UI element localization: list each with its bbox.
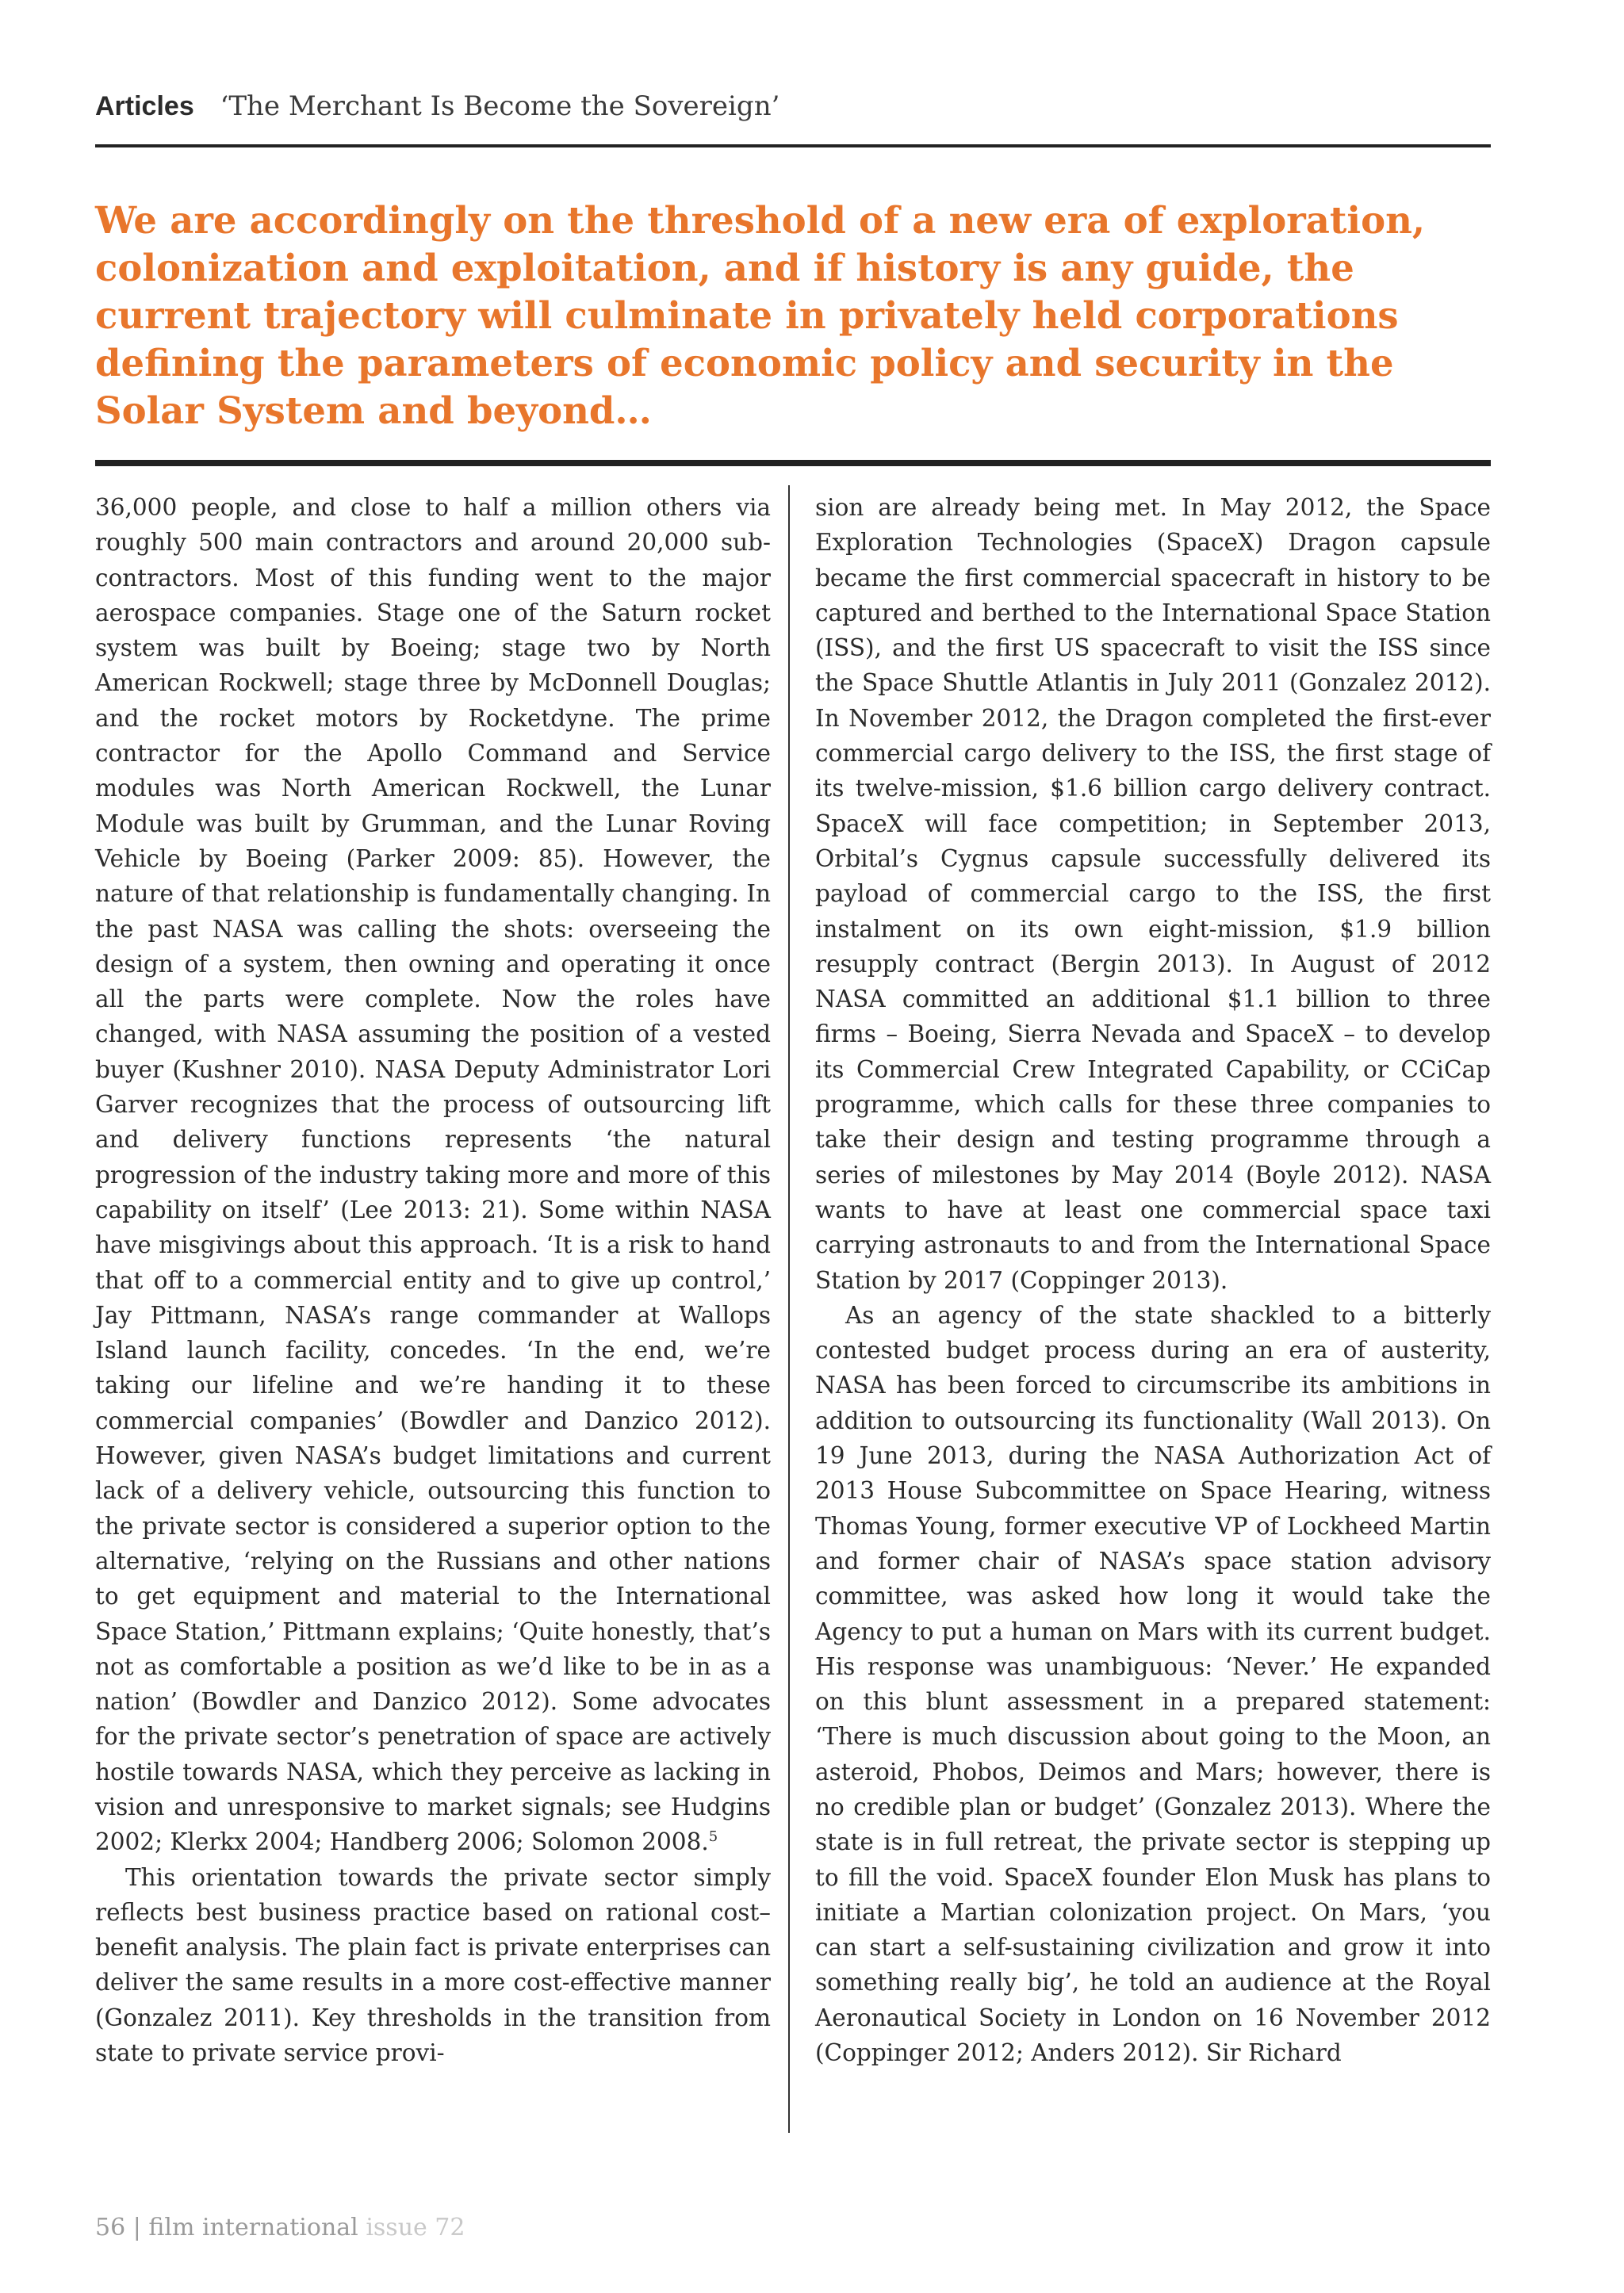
publication-name: film international — [148, 2214, 358, 2241]
paragraph-text: 36,000 people, and close to half a million others via roughly 500 main contractors and around 20,000 sub-contractors. Most of this funding went to the major aerospace companies. Stage one of the Saturn rocket system was built by Boeing; stage two by North American Rockwell; stage three by McDonnell Douglas; and the rocket motors by Rocketdyne. The prime contractor for the Apollo Command and Service modules was North American Rockwell, the Lunar Module was built by Grumman, and the Lunar Roving Vehicle by Boeing (Parker 2009: 85). However, the nature of that relationship is fundamentally changing. In the past NASA was calling the shots: overseeing the design of a system, then owning and operating it once all the parts were complete. Now the roles have changed, with NASA assuming the position of a vested buyer (Kushner 2010). NASA Deputy Administrator Lori Garver recognizes that the process of outsourcing lift and delivery functions represents ‘the natural progression of the industry taking more and more of this capability on itself’ (Lee 2013: 21). Some within NASA have misgivings about this approach. ‘It is a risk to hand that off to a commercial entity and to give up control,’ Jay Pittmann, NASA’s range commander at Wallops Island launch facility, concedes. ‘In the end, we’re taking our lifeline and we’re handing it to these commercial companies’ (Bowdler and Danzico 2012). However, given NASA’s budget limitations and current lack of a delivery vehicle, outsourcing this function to the private sector is considered a superior option to the alternative, ‘relying on the Russians and other nations to get equipment and material to the International Space Station,’ Pittmann explains; ‘Quite honestly, that’s not as comfortable a position as we’d like to be in as a nation’ (Bowdler and Danzico 2012). Some advocates for the private sector’s penetration of space are actively hostile towards NASA, which they perceive as lacking in vision and unresponsive to market signals; see Hudgins 2002; Klerkx 2004; Handberg 2006; Solomon 2008. — [95, 494, 771, 1856]
header-rule — [95, 144, 1491, 147]
right-column — [815, 490, 1491, 2070]
pull-quote: We are accordingly on the threshold of a new era of exploration, colonization and exploitation, and if history is any guide, the current trajectory will culminate in privately held corporations defining the parameters of economic policy and security in the Solar System and beyond… — [95, 198, 1426, 432]
page-footer — [95, 2212, 465, 2244]
running-head — [95, 89, 1491, 124]
footnote-reference: 5 — [708, 1828, 718, 1846]
section-label: Articles — [95, 91, 194, 121]
body-paragraph: This orientation towards the private sector simply reflects best business practice based on rational cost–benefit analysis. The plain fact is private enterprises can deliver the same results in a more cost-effective manner (Gonzalez 2011). Key thresholds in the transition from state to private service provi- — [95, 1863, 771, 2067]
column-divider — [788, 485, 790, 2133]
pull-quote-rule — [95, 460, 1491, 466]
body-paragraph — [95, 490, 771, 1860]
body-paragraph: As an agency of the state shackled to a bitterly contested budget process during an era of austerity, NASA has been forced to circumscribe its ambitions in addition to outsourcing its functionality (Wall 2013). On 19 June 2013, during the NASA Authorization Act of 2013 House Subcommittee on Space Hearing, witness Thomas Young, former executive VP of Lockheed Martin and former chair of NASA’s space station advisory committee, was asked how long it would take the Agency to put a human on Mars with its current budget. His response was unambiguous: ‘Never.’ He expanded on this blunt assessment in a prepared statement: ‘There is much discussion about going to the Moon, an asteroid, Phobos, Deimos and Mars; however, there is no credible plan or budget’ (Gonzalez 2013). Where the state is in full retreat, the private sector is stepping up to fill the void. SpaceX founder Elon Musk has plans to initiate a Martian colonization project. On Mars, ‘you can start a self-sustaining civilization and grow it into something really big’, he told an audience at the Royal Aeronautical Society in London on 16 November 2012 (Coppinger 2012; Anders 2012). Sir Richard — [815, 1301, 1491, 2067]
footer-separator: | — [132, 2214, 141, 2241]
body-paragraph: sion are already being met. In May 2012, the Space Exploration Technologies (SpaceX) Dragon capsule became the first commercial spacecraft in history to be captured and berthed to the International Space Station (ISS), and the first US spacecraft to visit the ISS since the Space Shuttle Atlantis in July 2011 (Gonzalez 2012). In November 2012, the Dragon completed the first-ever commercial cargo delivery to the ISS, the first stage of its twelve-mission, $1.6 billion cargo delivery contract. SpaceX will face competition; in September 2013, Orbital’s Cygnus capsule successfully delivered its payload of commercial cargo to the ISS, the first instalment on its own eight-mission, $1.9 billion resupply contract (Bergin 2013). In August of 2012 NASA committed an additional $1.1 billion to three firms – Boeing, Sierra Nevada and SpaceX – to develop its Commercial Crew Integrated Capability, or CCiCap programme, which calls for these three companies to take their design and testing programme through a series of milestones by May 2014 (Boyle 2012). NASA wants to have at least one commercial space taxi carrying astronauts to and from the International Space Station by 2017 (Coppinger 2013). — [815, 494, 1491, 1294]
issue-label: issue 72 — [366, 2214, 465, 2241]
left-column — [95, 490, 771, 2070]
article-title: ‘The Merchant Is Become the Sovereign’ — [220, 90, 780, 122]
page-number: 56 — [95, 2214, 126, 2241]
